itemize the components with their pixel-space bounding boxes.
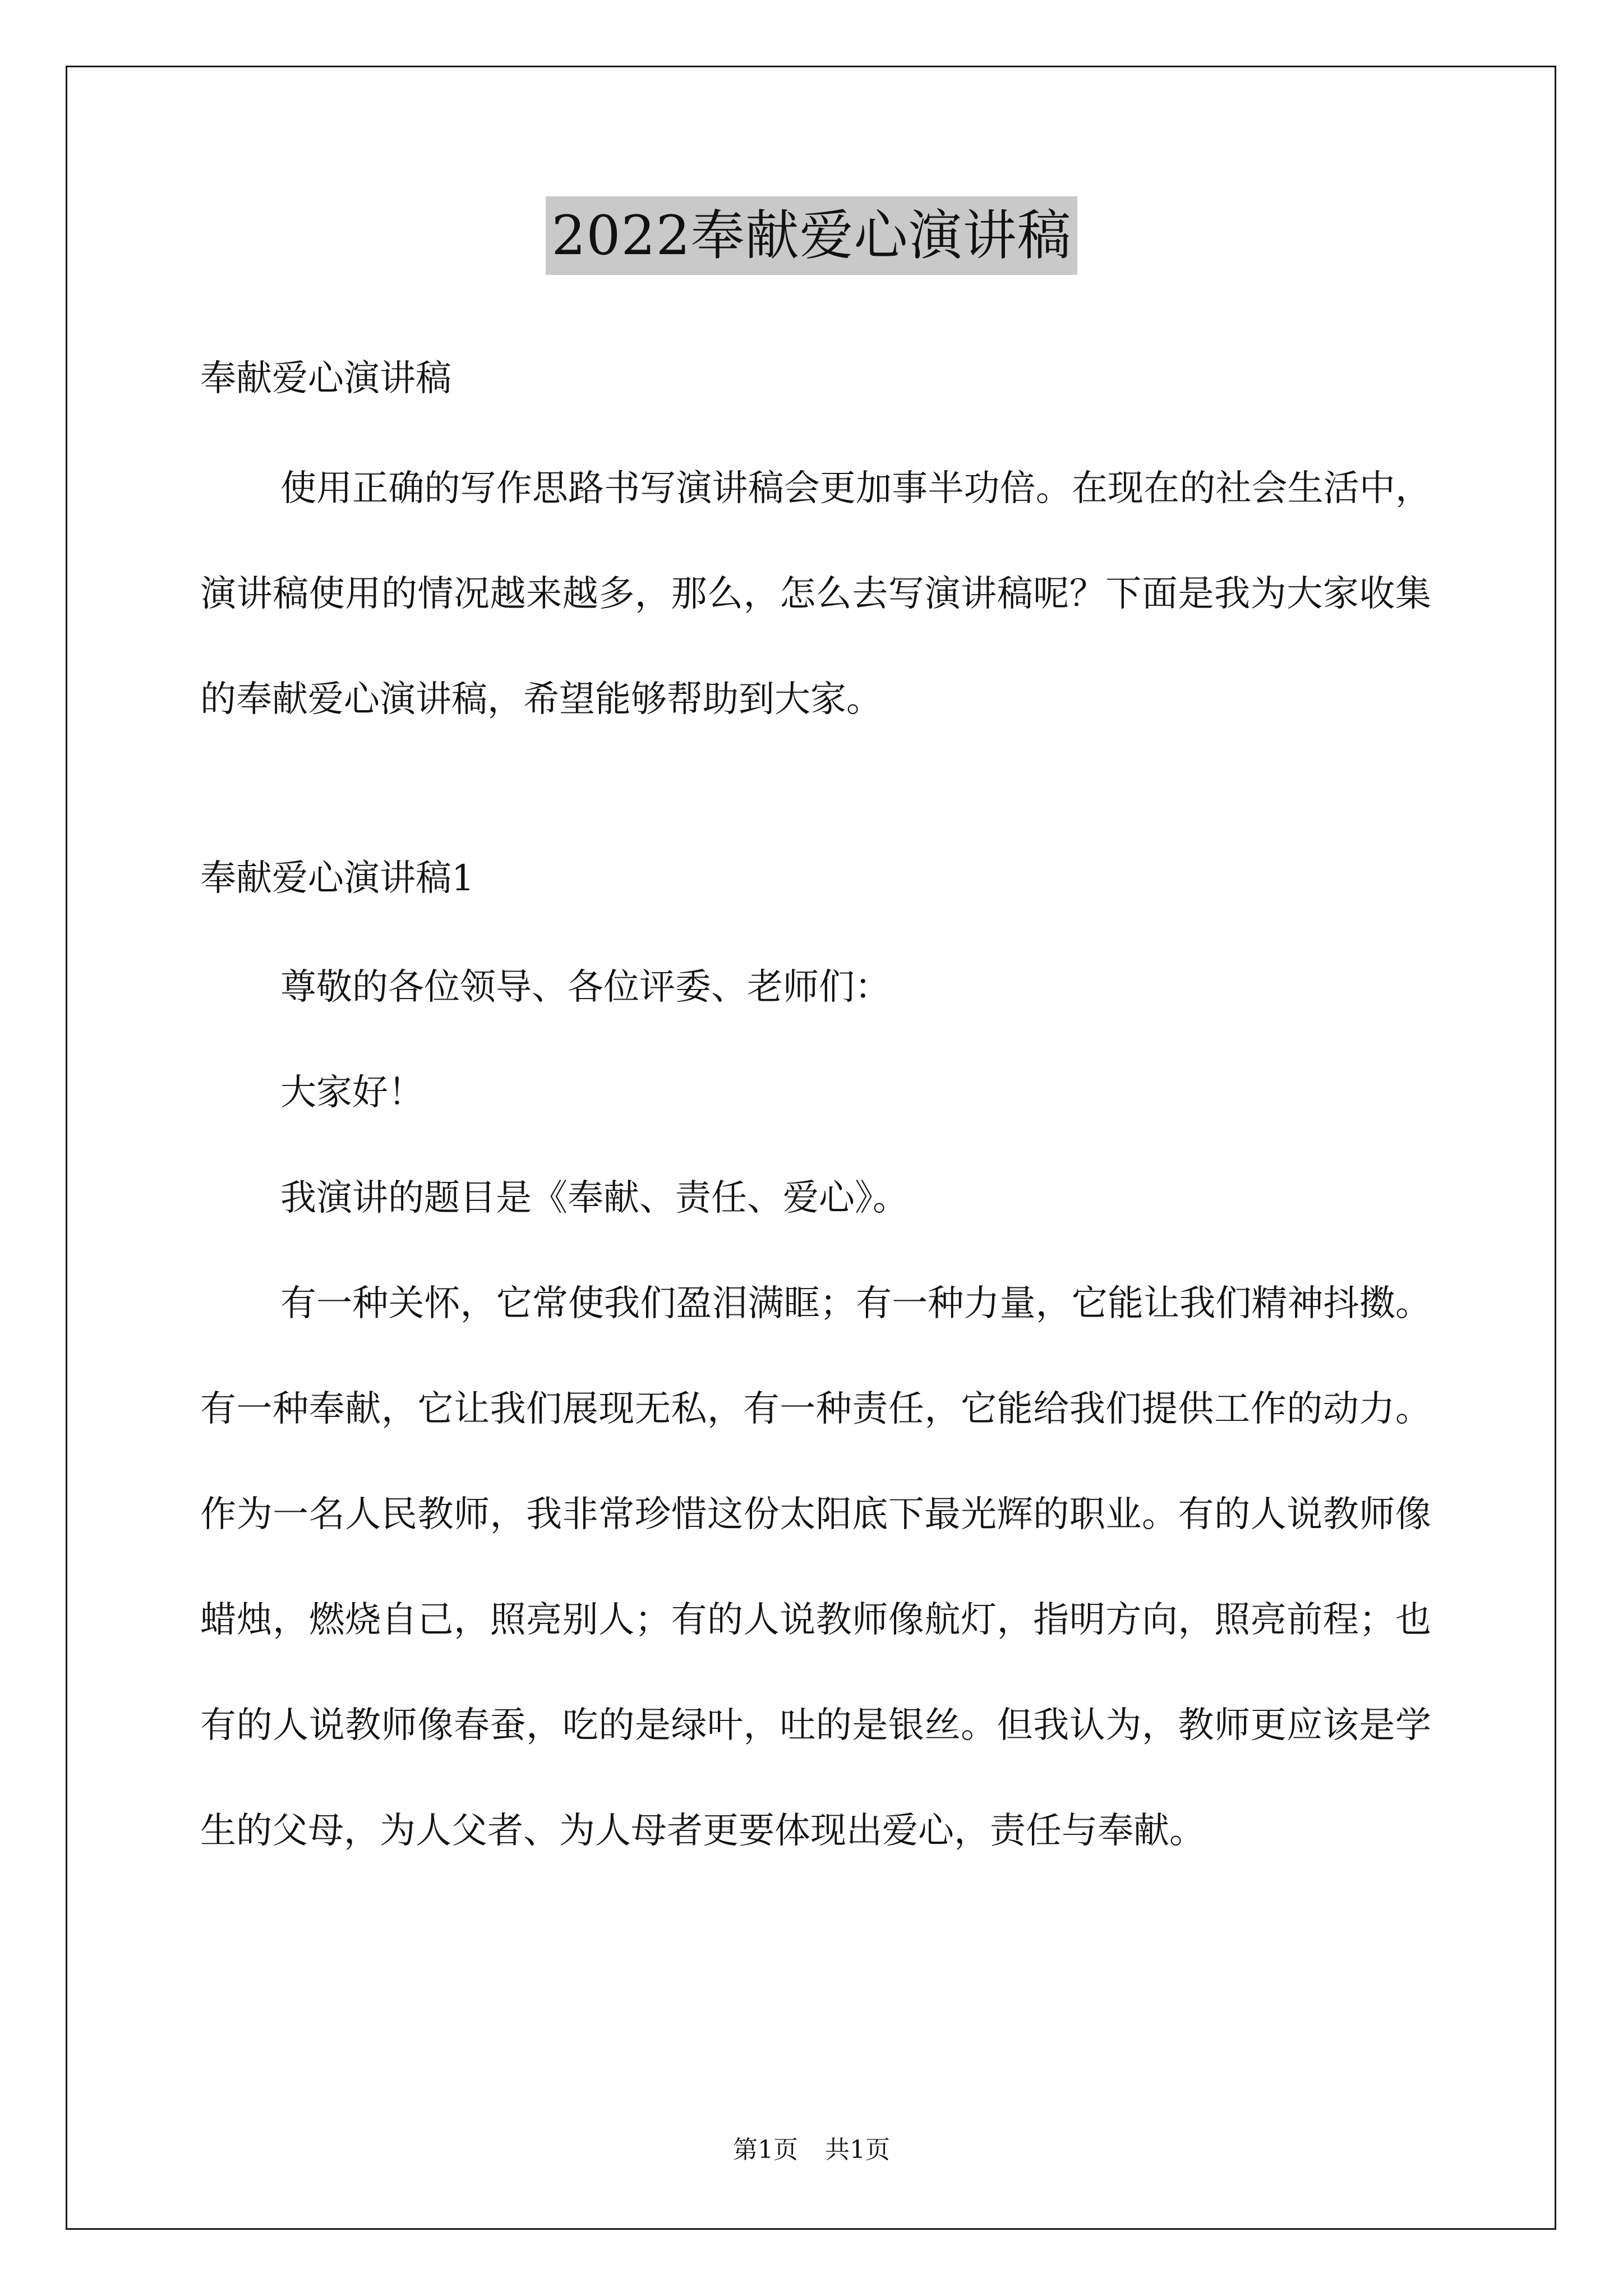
document-title: 2022奉献爱心演讲稿 — [546, 196, 1077, 275]
intro-paragraph: 使用正确的写作思路书写演讲稿会更加事半功倍。在现在的社会生活中，演讲稿使用的情况越来越多，那么，怎么去写演讲稿呢？下面是我为大家收集的奉献爱心演讲稿，希望能够帮助到大家。 — [200, 468, 1431, 720]
greeting: 大家好！ — [280, 1072, 424, 1114]
page-number: 第1页 — [733, 2136, 798, 2164]
speech-topic: 我演讲的题目是《奉献、责任、爱心》。 — [280, 1177, 909, 1219]
salutation: 尊敬的各位领导、各位评委、老师们： — [280, 967, 891, 1008]
page-footer — [0, 2133, 1623, 2167]
page-total: 共1页 — [825, 2136, 890, 2164]
document-body — [200, 351, 1431, 1884]
body-paragraph: 有一种关怀，它常使我们盈泪满眶；有一种力量，它能让我们精神抖擞。有一种奉献，它让我们展现无私，有一种责任，它能给我们提供工作的动力。作为一名人民教师，我非常珍惜这份太阳底下最光辉的职业。有的人说教师像蜡烛，燃烧自己，照亮别人；有的人说教师像航灯，指明方向，照亮前程；也有的人说教师像春蚕，吃的是绿叶，吐的是银丝。但我认为，教师更应该是学生的父母，为人父者、为人母者更要体现出爱心，责任与奉献。 — [200, 1283, 1431, 1852]
title-container — [0, 196, 1623, 275]
intro-heading: 奉献爱心演讲稿 — [200, 358, 451, 399]
section-heading: 奉献爱心演讲稿1 — [200, 858, 474, 899]
